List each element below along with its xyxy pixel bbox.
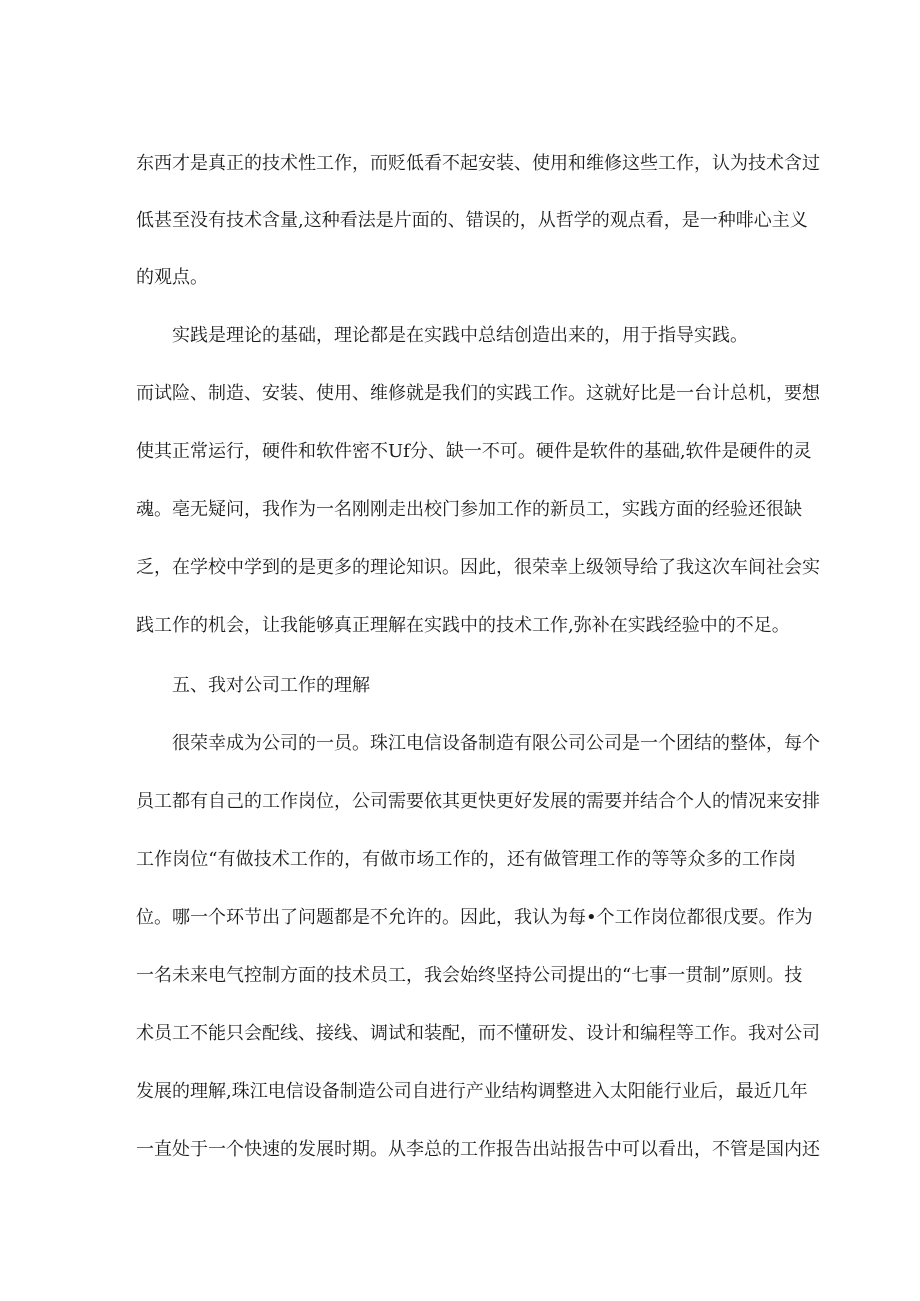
text-line: 魂。亳无疑问，我作为一名刚刚走出校门参加工作的新员工，实践方面的经验还很缺 xyxy=(136,499,802,520)
text-line: 实践是理论的基础，理论都是在实践中总结创造出来的，用于指导实践。 xyxy=(172,325,748,346)
text-line: 低甚至没有技术含量,这种看法是片面的、错误的，从哲学的观点看，是一种啡心主义 xyxy=(136,210,808,231)
text-line: 而试险、制造、安装、使用、维修就是我们的实践工作。这就好比是一台计总机，要想 xyxy=(136,383,820,404)
text-line: 员工都有自己的工作岗位，公司需要依其更快更好发展的需要并结合个人的情况来安排 xyxy=(136,791,820,812)
text-line: 很荣幸成为公司的一员。珠江电信设备制造有限公司公司是一个团结的整体，每个 xyxy=(172,733,820,754)
text-line: 发展的理解,珠江电信设备制造公司自进行产业结构调整进入太阳能行业后，最近几年 xyxy=(136,1081,808,1102)
text-line: 东西才是真正的技术性工作，而贬低看不起安装、使用和维修这些工作，认为技术含过 xyxy=(136,153,820,174)
text-line: 术员工不能只会配线、接线、调试和装配，而不懂研发、设计和编程等工作。我对公司 xyxy=(136,1023,820,1044)
text-line: 一名未来电气控制方面的技术员工，我会始终坚持公司提出的“七事一贯制”原则。技 xyxy=(136,965,803,986)
text-line: 践工作的机会，让我能够真正理解在实践中的技术工作,弥补在实践经验中的不足。 xyxy=(136,615,790,636)
text-line: 一直处于一个快速的发展时期。从李总的工作报告出站报告中可以看出，不管是国内还 xyxy=(136,1139,820,1160)
text-line: 位。哪一个环节出了问题都是不允许的。因此，我认为每•个工作岗位都很戊要。作为 xyxy=(136,907,813,928)
text-line: 乏，在学校中学到的是更多的理论知识。因此，很荣幸上级领导给了我这次车间社会实 xyxy=(136,557,820,578)
text-line: 工作岗位“有做技术工作的，有做市场工作的，还有做管理工作的等等众多的工作岗 xyxy=(136,849,796,870)
text-line: 使其正常运行，硬件和软件密不Uf分、缺一不可。硬件是软件的基础,软件是硬件的灵 xyxy=(136,441,812,462)
text-line: 的观点。 xyxy=(136,267,208,288)
section-heading: 五、我对公司工作的理解 xyxy=(172,675,370,696)
